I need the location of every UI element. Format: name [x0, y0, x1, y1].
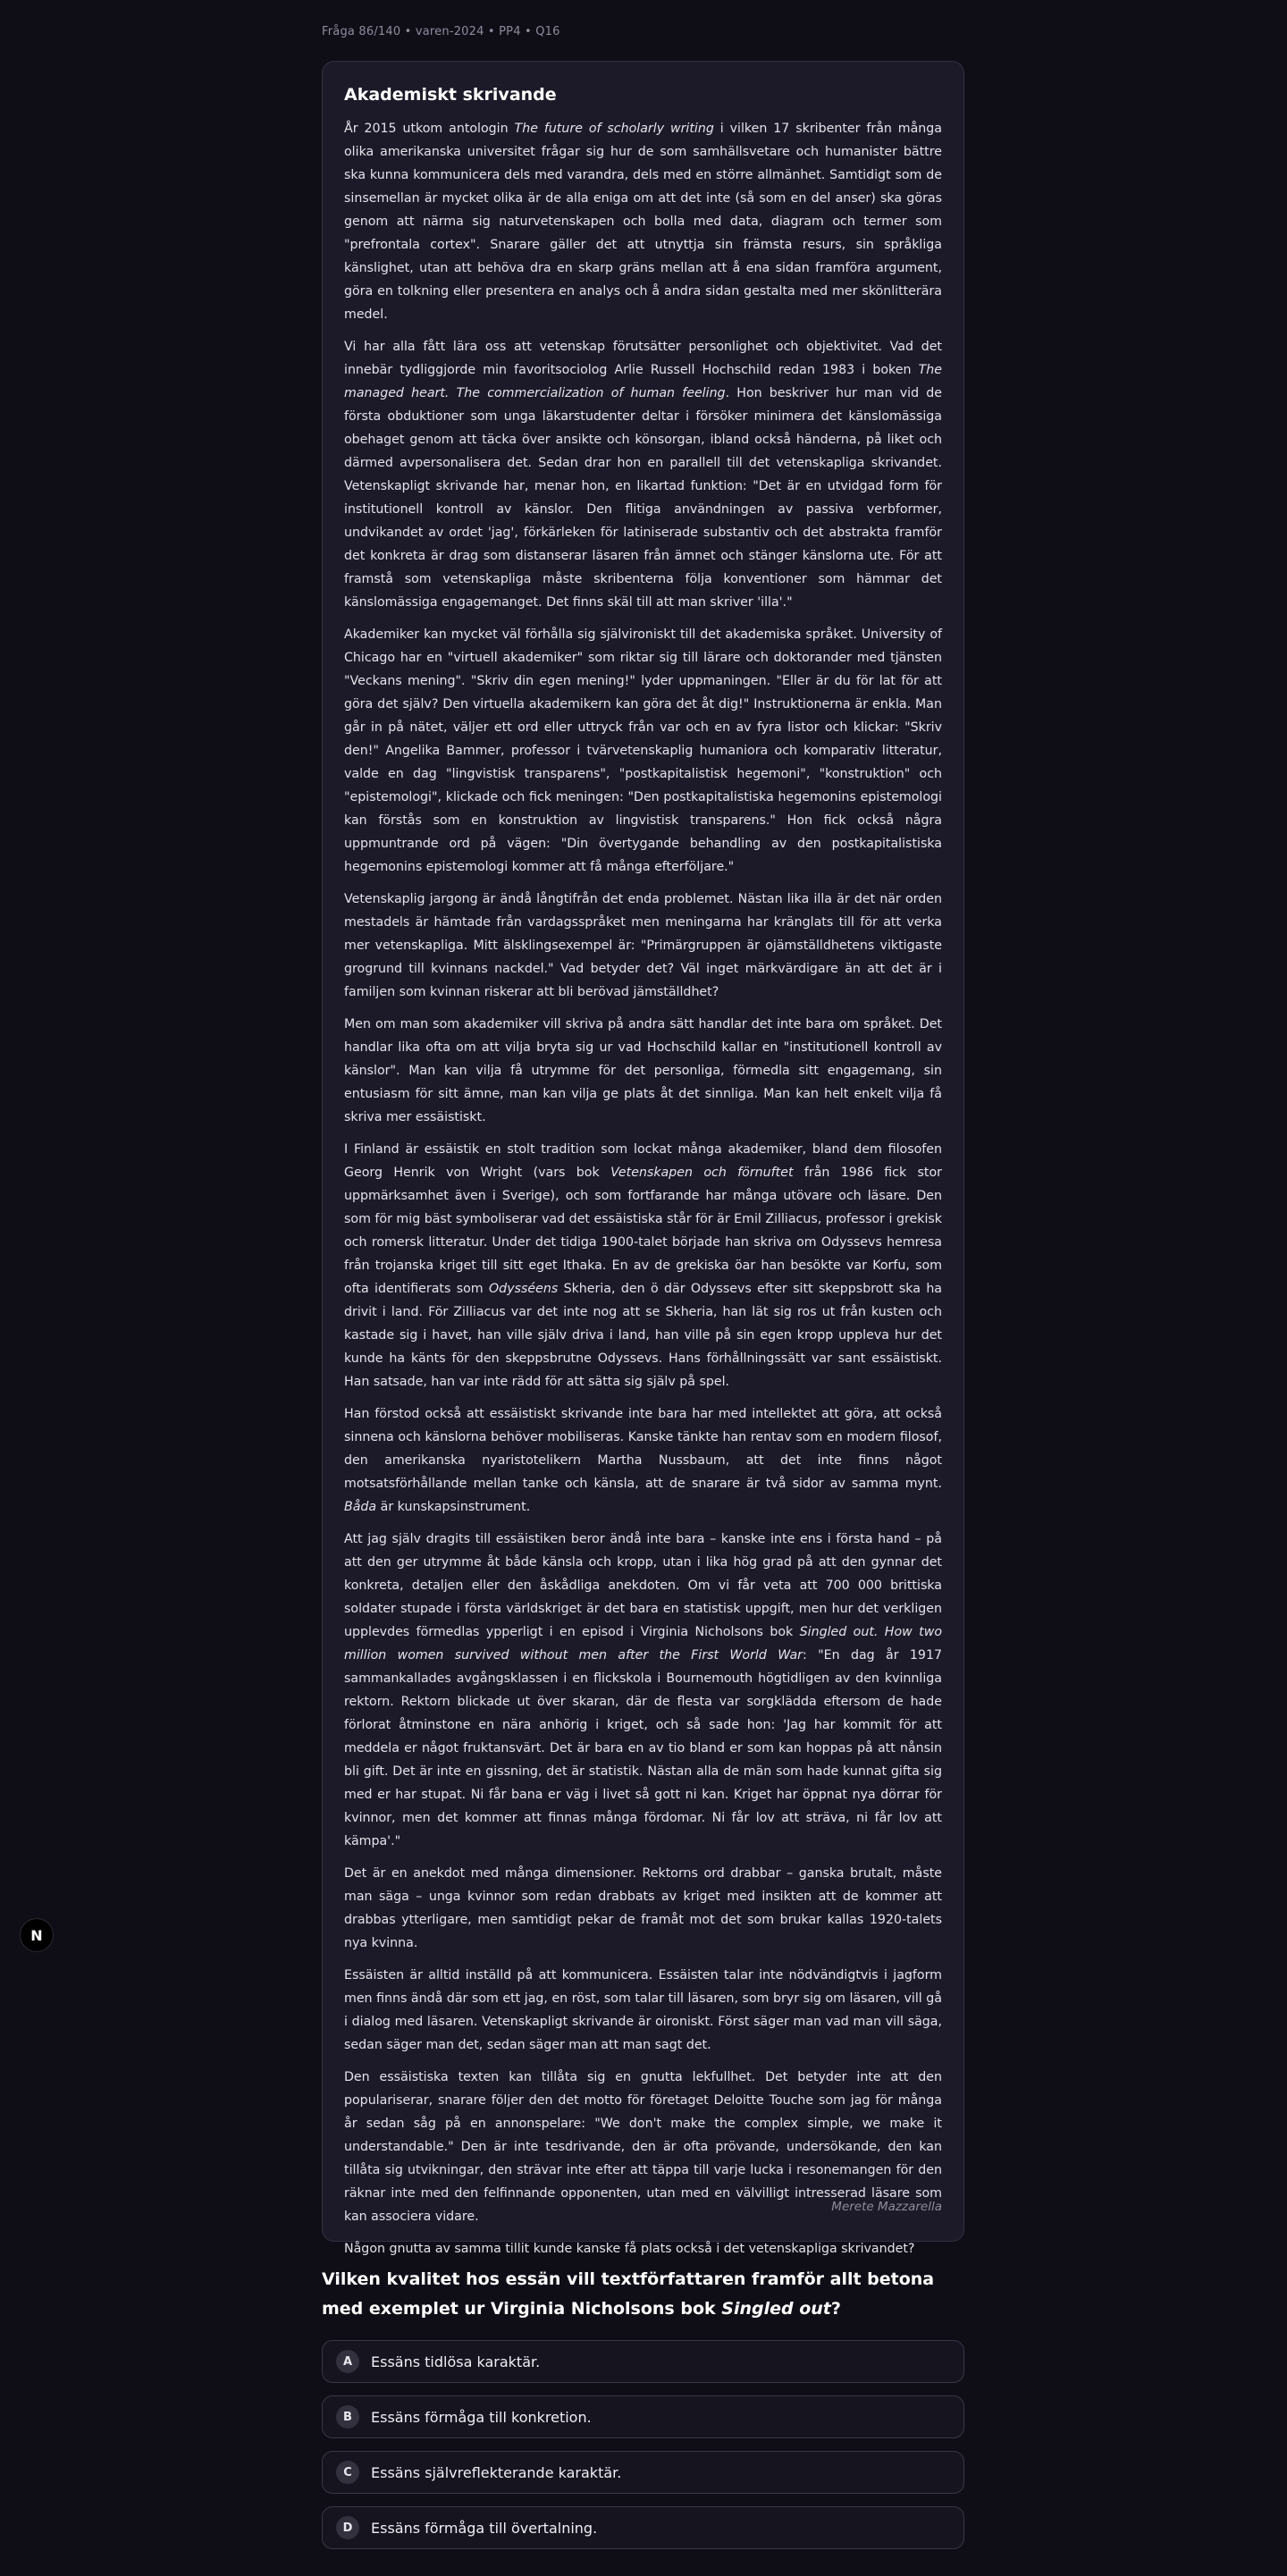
passage-card: [322, 61, 964, 2256]
option-text-b: Essäns förmåga till konkretion.: [371, 2408, 592, 2426]
passage-paragraph-8: Att jag själv dragits till essäistiken beror ändå inte bara – kanske inte ens i första hand – på att den ger utrymme åt både känsla och kropp, utan i lika hög grad på att den gynnar det konkreta, detaljen eller den åskådliga anekdoten. Om vi får veta att 700 000 brittiska soldater stupade i första världskriget är det bara en statistisk uppgift, men hur det verkligen upplevdes förmedlas ypperligt i en episod i Virginia Nicholsons bok Singled out. How two million women survived without men after the First World War: "En dag år 1917 sammankallades avgångsklassen i en flickskola i Bournemouth högtidligen av den kvinnliga rektorn. Rektorn blickade ut över skaran, där de flesta var sorgklädda eftersom de hade förlorat åtminstone en nära anhörig i kriget, och så sade hon: 'Jag har kommit för att meddela er något fruktansvärt. Det är bara en av tio bland er som kan hoppas på att nånsin bli gift. Det är inte en gissning, det är statistik. Nästan alla de män som hade kunnat gifta sig med er har stupat. Ni får bana er väg i livet så gott ni kan. Kriget har öppnat nya dörrar för kvinnor, men det kommer att finnas många fördomar. Ni får lov att sträva, ni får lov att kämpa'.": [344, 1532, 943, 1848]
passage-paragraph-3: Akademiker kan mycket väl förhålla sig självironiskt till det akademiska språket. University of Chicago har en "virtuell akademiker" som riktar sig till lärare och doktorander med tjänsten "Veckans mening". "Skriv din egen mening!" lyder uppmaningen. "Eller är du för lat för att göra det själv? Den virtuella akademikern kan göra det åt dig!" Instruktionerna är enkla. Man går in på nätet, väljer ett ord eller uttryck från var och en av fyra listor och klickar: "Skriv den!" Angelika Bammer, professor i tvärvetenskaplig humaniora och komparativ litteratur, valde en dag "lingvistisk transparens", "postkapitalistisk hegemoni", "konstruktion" och "epistemologi", klickade och fick meningen: "Den postkapitalistiska hegemonins epistemologi kan förstås som en konstruktion av lingvistisk transparens." Hon fick också några uppmuntrande ord på vägen: "Din övertygande behandling av den postkapitalistiska hegemonins epistemologi kommer att få många efterföljare.": [344, 627, 942, 874]
option-letter-a: A: [336, 2350, 359, 2373]
option-letter-d: D: [336, 2516, 359, 2539]
passage-paragraph-5: Men om man som akademiker vill skriva på andra sätt handlar det inte bara om språket. Det handlar lika ofta om att vilja bryta sig ur vad Hochschild kallar en "institutionell kontroll av känslor". Man kan vilja få utrymme för det personliga, förmedla sitt engagemang, sin entusiasm för sitt ämne, man kan vilja ge plats åt det sinnliga. Man kan helt enkelt vilja få skriva mer essäistiskt.: [344, 1017, 942, 1124]
option-text-c: Essäns självreflekterande karaktär.: [371, 2463, 622, 2481]
answer-option-b[interactable]: [322, 2395, 964, 2438]
passage-paragraph-10: Essäisten är alltid inställd på att kommunicera. Essäisten talar inte nödvändigtvis i jagform men finns ändå där som ett jag, en röst, som talar till läsaren, som bryr sig om läsaren, vill gå i dialog med läsaren. Vetenskapligt skrivande är oironiskt. Först säger man vad man vill säga, sedan säger man det, sedan säger man att man sagt det.: [344, 1968, 942, 2052]
passage-title: Akademiskt skrivande: [344, 85, 557, 105]
passage-paragraph-11: Den essäistiska texten kan tillåta sig en gnutta lekfullhet. Det betyder inte att den populariserar, snarare följer den det motto för företaget Deloitte Touche som jag för många år sedan såg på en annonspelare: "We don't make the complex simple, we make it understandable." Den är inte tesdrivande, den är ofta prövande, undersökande, den kan tillåta sig utvikningar, den strävar inte efter att täppa till varje lucka i resonemangen för den räknar inte med den felfinnande opponenten, utan med en välvilligt intresserad läsare som kan associera vidare.: [344, 2070, 942, 2224]
passage-paragraph-7: Han förstod också att essäistiskt skrivande inte bara har med intellektet att göra, att också sinnena och känslorna behöver mobiliseras. Kanske tänkte han rentav som en modern filosof, den amerikanska nyaristotelikern Martha Nussbaum, att det inte finns något motsatsförhållande mellan tanke och känsla, att de snarare är två sidor av samma mynt. Båda är kunskapsinstrument.: [344, 1407, 942, 1514]
passage-paragraph-12: Någon gnutta av samma tillit kunde kanske få plats också i det vetenskapliga skrivandet?: [344, 2242, 915, 2256]
option-letter-c: C: [336, 2461, 359, 2484]
option-text-d: Essäns förmåga till övertalning.: [371, 2519, 598, 2537]
option-letter-b: B: [336, 2405, 359, 2429]
passage-paragraph-9: Det är en anekdot med många dimensioner. Rektorns ord drabbar – ganska brutalt, måste man säga – unga kvinnor som redan drabbats av kriget med insikten att de kommer att drabbas ytterligare, men samtidigt pekar de framåt mot det som brukar kallas 1920-talets nya kvinna.: [344, 1866, 942, 1950]
passage-paragraph-4: Vetenskaplig jargong är ändå långtifrån det enda problemet. Nästan lika illa är det när orden mestadels är hämtade från vardagsspråket men meningarna har kränglats till för att verka mer vetenskapliga. Mitt älsklingsexempel är: "Primärgruppen är ojämställdhetens viktigaste grogrund till kvinnans nackdel." Vad betyder det? Väl inget märkvärdigare än att det är i familjen som kvinnan riskerar att bli berövad jämställdhet?: [344, 892, 942, 999]
passage-paragraph-6: I Finland är essäistik en stolt tradition som lockat många akademiker, bland dem filosofen Georg Henrik von Wright (vars bok Vetenskapen och förnuftet från 1986 fick stor uppmärksamhet även i Sverige), och som fortfarande har många utövare och läsare. Den som för mig bäst symboliserar vad det essäistiska står för är Emil Zilliacus, professor i grekisk och romersk litteratur. Under det tidiga 1900-talet började han skriva om Odyssevs hemresa från trojanska kriget till sitt eget Ithaka. En av de grekiska öar han besökte var Korfu, som ofta identifierats som Odysséens Skheria, den ö där Odyssevs efter sitt skeppsbrott ska ha drivit i land. För Zilliacus var det inte nog att se Skheria, han lät sig ros ut från kusten och kastade sig i havet, han ville själv driva i land, han ville på sin egen kropp uppleva hur det kunde ha känts för den skeppsbrutne Odyssevs. Hans förhållningssätt var sant essäistiskt. Han satsade, han var inte rädd för att sätta sig själv på spel.: [344, 1142, 942, 1389]
answer-option-d[interactable]: [322, 2506, 964, 2549]
passage-paragraph-1: År 2015 utkom antologin The future of scholarly writing i vilken 17 skribenter från många olika amerikanska universitet frågar sig hur de som samhällsvetare och humanister bättre ska kunna kommunicera dels med varandra, dels med en större allmänhet. Samtidigt som de sinsemellan är mycket olika är de alla eniga om att det inte (så som en del anser) ska göras genom att närma sig naturvetenskapen och bolla med data, diagram och termer som "prefrontala cortex". Snarare gäller det att utnyttja sin främsta resurs, sin språkliga känslighet, utan att behöva dra en skarp gräns mellan att å ena sidan framföra argument, göra en tolkning eller presentera en analys och å andra sidan gestalta med mer skönlitterära medel.: [344, 122, 942, 322]
app-badge-icon[interactable]: N: [20, 1918, 54, 1952]
answer-options: [322, 2340, 964, 2562]
answer-option-c[interactable]: [322, 2451, 964, 2494]
question-meta: Fråga 86/140 • varen-2024 • PP4 • Q16: [322, 25, 560, 38]
answer-option-a[interactable]: [322, 2340, 964, 2383]
option-text-a: Essäns tidlösa karaktär.: [371, 2353, 541, 2370]
passage-paragraph-2: Vi har alla fått lära oss att vetenskap förutsätter personlighet och objektivitet. Vad det innebär tydliggjorde min favoritsociolog Arlie Russell Hochschild redan 1983 i boken The managed heart. The commercialization of human feeling. Hon beskriver hur man vid de första obduktioner som unga läkarstudenter deltar i försöker minimera det känslomässiga obehaget genom att täcka över ansikte och könsorgan, ibland också händerna, på liket och därmed avpersonalisera det. Sedan drar hon en parallell till det vetenskapliga skrivandet. Vetenskapligt skrivande har, menar hon, en likartad funktion: "Det är en utvidgad form för institutionell kontroll av känslor. Den flitiga användningen av passiva verbformer, undvikandet av ordet 'jag', förkärleken för latiniserade substantiv och det abstrakta framför det konkreta är drag som distanserar läsaren från ämnet och stänger känslorna ute. För att framstå som vetenskapliga måste skribenterna följa konventioner som hämmar det känslomässiga engagemanget. Det finns skäl till att man skriver 'illa'.": [344, 340, 943, 610]
question-text: Vilken kvalitet hos essän vill textförfattaren framför allt betona med exemplet ur Virginia Nicholsons bok Singled out?: [322, 2269, 935, 2319]
passage-author: Merete Mazzarella: [831, 2200, 942, 2214]
